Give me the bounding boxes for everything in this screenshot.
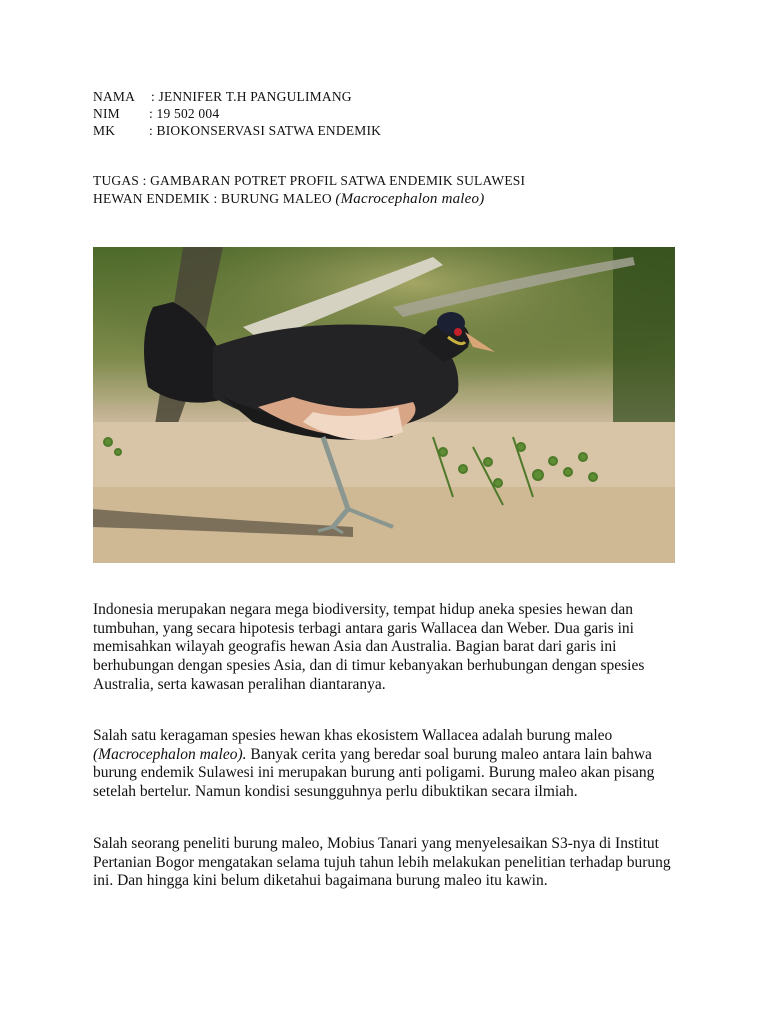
mk-line (93, 122, 381, 139)
paragraph-2 (93, 727, 693, 802)
nama-label: NAMA (93, 89, 136, 104)
nim-label: NIM (93, 106, 120, 121)
mk-value: : BIOKONSERVASI SATWA ENDEMIK (149, 123, 382, 138)
mk-label: MK (93, 123, 116, 138)
nim-value: : 19 502 004 (149, 106, 220, 121)
paragraph-3: Salah seorang peneliti burung maleo, Mobius Tanari yang menyelesaikan S3-nya di Institut Pertanian Bogor mengatakan selama tujuh tahun lebih melakukan penelitian terhadap burung ini. Dan hingga kini belum diketahui bagaimana burung maleo itu kawin. (93, 835, 671, 890)
maleo-bird-photo (93, 247, 675, 563)
hewan-line (93, 190, 484, 208)
hewan-prefix: HEWAN ENDEMIK : BURUNG MALEO (93, 191, 336, 206)
paragraph-2-text-a: Salah satu keragaman spesies hewan khas ekosistem Wallacea adalah burung maleo (93, 727, 613, 744)
hewan-latin-name: (Macrocephalon maleo) (335, 191, 485, 207)
paragraph-2-latin: (Macrocephalon maleo). (93, 745, 247, 763)
nama-line (93, 88, 352, 105)
tugas-line: TUGAS : GAMBARAN POTRET PROFIL SATWA ENDEMIK SULAWESI (93, 173, 526, 188)
nama-value: : JENNIFER T.H PANGULIMANG (151, 89, 352, 104)
paragraph-1: Indonesia merupakan negara mega biodiversity, tempat hidup aneka spesies hewan dan tumbuhan, yang secara hipotesis terbagi antara garis Wallacea dan Weber. Dua garis ini memisahkan wilayah geografis hewan Asia dan Australia. Bagian barat dari garis ini berhubungan dengan spesies Asia, dan di timur kebanyakan berhubungan dengan spesies Australia, serta kawasan peralihan diantaranya. (93, 601, 645, 693)
paragraph-2-text-b: Banyak cerita yang beredar soal burung maleo antara lain bahwa burung endemik Sulawesi ini merupakan burung anti poligami. Burung maleo akan pisang setelah bertelur. Namun kondisi sesungguhnya perlu dibuktikan secara ilmiah. (93, 745, 655, 801)
nim-line (93, 105, 219, 122)
